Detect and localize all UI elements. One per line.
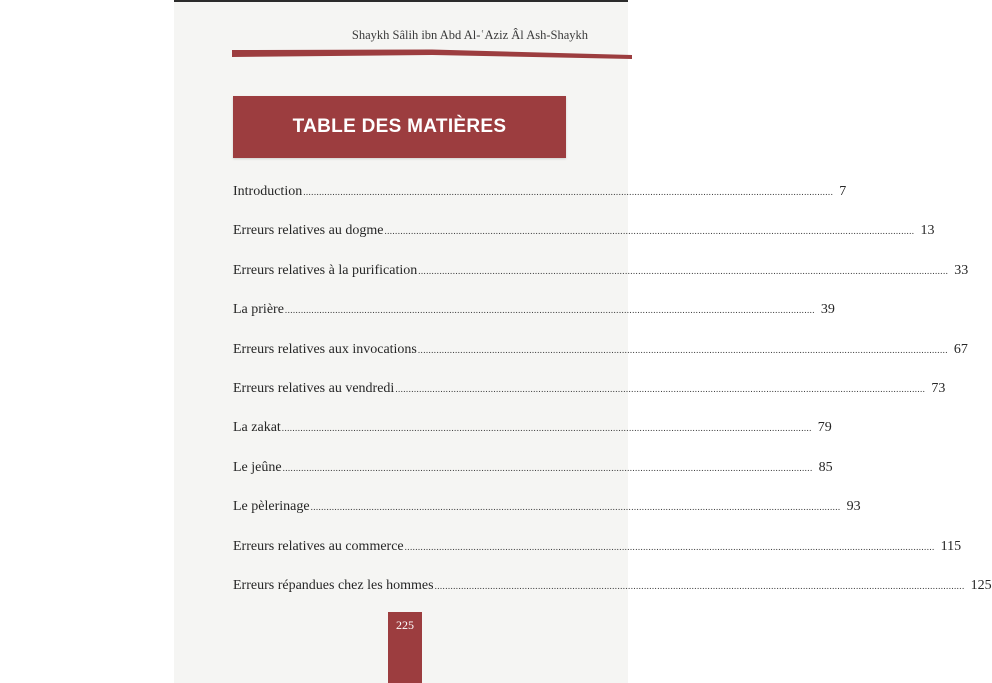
toc-entry-label: Le jeûne [233,459,282,475]
toc-entry[interactable] [233,380,946,420]
dot-leader: ........................................................................................................................................................................................................ [395,383,926,394]
toc-entry-label: Erreurs répandues chez les hommes [233,577,434,593]
toc-entry[interactable] [233,184,847,223]
toc-entry-label: Erreurs relatives au vendredi [233,380,395,396]
toc-entry[interactable] [233,341,968,381]
page-top-edge [174,0,628,2]
toc-entry-label: Erreurs relatives au commerce [233,538,404,554]
dot-leader: ........................................................................................................................................................................................................ [434,580,965,591]
book-page [174,0,992,683]
page-number: 225 [396,618,414,632]
header-rule [232,47,632,61]
toc-entry-page: 79 [817,420,832,436]
toc-entry[interactable] [233,302,835,341]
dot-leader: ........................................................................................................................................................................................................ [404,541,935,552]
toc-entry-page: 115 [940,538,962,554]
toc-entry-label: Erreurs relatives à la purification [233,262,418,278]
dot-leader: ........................................................................................................................................................................................................ [282,462,813,473]
toc-entry-label: Le pèlerinage [233,499,310,515]
toc-entry-label: Erreurs relatives au dogme [233,223,384,239]
dot-leader: ........................................................................................................................................................................................................ [384,226,915,237]
toc-entry-page: 39 [820,302,835,318]
toc-entry-page: 85 [818,459,833,475]
page-number-tab [388,612,422,683]
toc-entry[interactable] [233,499,861,538]
toc-entry-page: 93 [846,499,861,515]
toc-entry-page: 7 [839,184,847,199]
toc-list [233,184,992,617]
toc-entry[interactable] [233,223,935,262]
dot-leader: ........................................................................................................................................................................................................ [281,423,812,434]
toc-entry-label: La prière [233,302,284,318]
toc-entry-page: 33 [954,262,969,278]
toc-entry-page: 125 [970,577,992,593]
toc-entry[interactable] [233,420,832,459]
toc-title-banner [233,96,566,158]
dot-leader: ........................................................................................................................................................................................................ [418,265,949,276]
dot-leader: ........................................................................................................................................................................................................ [417,344,948,355]
toc-entry[interactable] [233,262,969,302]
toc-entry-label: Introduction [233,184,303,199]
toc-entry[interactable] [233,538,962,578]
toc-entry-label: Erreurs relatives aux invocations [233,341,417,357]
dot-leader: ........................................................................................................................................................................................................ [310,502,841,513]
toc-entry-page: 73 [931,380,946,396]
dot-leader: ........................................................................................................................................................................................................ [284,305,815,316]
dot-leader: ........................................................................................................................................................................................................ [303,187,834,197]
running-header-author: Shaykh Sâlih ibn Abd Al-ʿAziz Âl Ash-Shaykh [351,28,588,42]
toc-entry-page: 13 [920,223,935,239]
toc-entry-label: La zakat [233,420,281,436]
toc-title: TABLE DES MATIÈRES [292,116,507,137]
toc-entry-page: 67 [953,341,968,357]
toc-entry[interactable] [233,459,833,499]
